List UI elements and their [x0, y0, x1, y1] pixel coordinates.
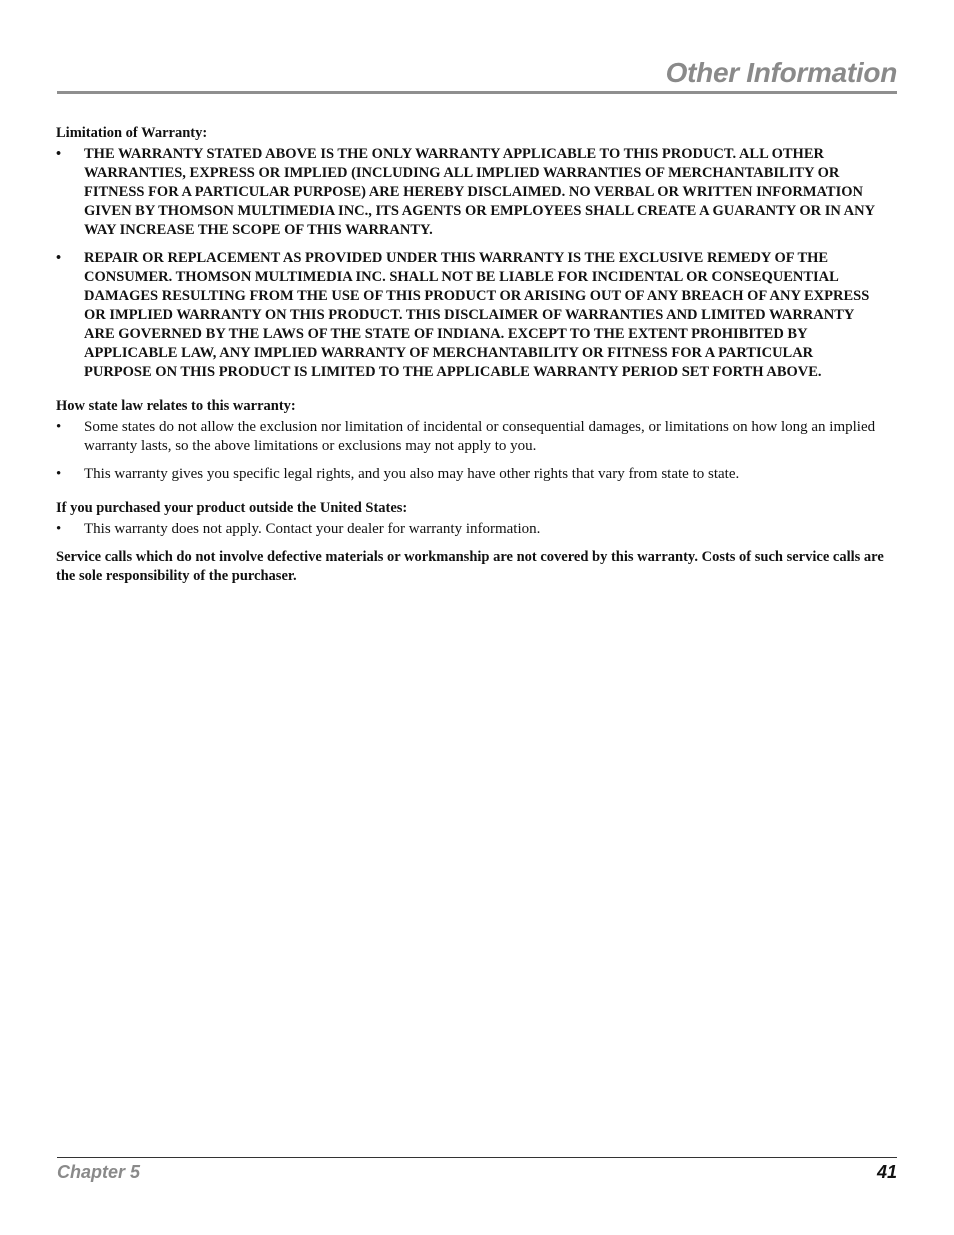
footer-chapter-label: Chapter 5 — [57, 1162, 141, 1182]
service-calls-note: Service calls which do not involve defective materials or workmanship are not covered by this warranty. Costs of such service calls are the sole responsibility of the purchaser. — [56, 549, 884, 584]
bullet-icon: • — [56, 419, 62, 435]
list-item — [56, 520, 884, 539]
footer-page-number: 41 — [876, 1162, 897, 1182]
list-item-text: Some states do not allow the exclusion nor limitation of incidental or consequential damages, or limitations on how long an implied warranty lasts, so the above limitations or exclusions may not apply to you. — [84, 419, 876, 454]
state-law-list — [56, 418, 884, 484]
header-divider — [57, 91, 897, 94]
list-item — [56, 145, 884, 240]
outside-us-list — [56, 520, 884, 539]
page-header-title: Other Information — [665, 57, 897, 88]
list-item-text: THE WARRANTY STATED ABOVE IS THE ONLY WARRANTY APPLICABLE TO THIS PRODUCT. ALL OTHER WARRANTIES, EXPRESS OR IMPLIED (INCLUDING ALL IMPLIED WARRANTIES OF MERCHANTABILITY OR FITNESS FOR A PARTICULAR PURPOSE) ARE HEREBY DISCLAIMED. NO VERBAL OR WRITTEN INFORMATION GIVEN BY THOMSON MULTIMEDIA INC., ITS AGENTS OR EMPLOYEES SHALL CREATE A GUARANTY OR IN ANY WAY INCREASE THE SCOPE OF THIS WARRANTY. — [84, 146, 875, 238]
list-item — [56, 249, 884, 382]
list-item-text: This warranty does not apply. Contact your dealer for warranty information. — [84, 521, 541, 537]
list-item — [56, 418, 884, 456]
list-item-text: This warranty gives you specific legal rights, and you also may have other rights that vary from state to state. — [84, 466, 740, 482]
limitation-heading: Limitation of Warranty: — [56, 125, 208, 141]
state-law-heading: How state law relates to this warranty: — [56, 398, 296, 414]
bullet-icon: • — [56, 521, 62, 537]
list-item — [56, 465, 884, 484]
bullet-icon: • — [56, 466, 62, 482]
bullet-icon: • — [56, 146, 62, 162]
warranty-content — [56, 124, 884, 586]
list-item-text: REPAIR OR REPLACEMENT AS PROVIDED UNDER THIS WARRANTY IS THE EXCLUSIVE REMEDY OF THE CONSUMER. THOMSON MULTIMEDIA INC. SHALL NOT BE LIABLE FOR INCIDENTAL OR CONSEQUENTIAL DAMAGES RESULTING FROM THE USE OF THIS PRODUCT OR ARISING OUT OF ANY BREACH OF ANY EXPRESS OR IMPLIED WARRANTY ON THIS PRODUCT. THIS DISCLAIMER OF WARRANTIES AND LIMITED WARRANTY ARE GOVERNED BY THE LAWS OF THE STATE OF INDIANA. EXCEPT TO THE EXTENT PROHIBITED BY APPLICABLE LAW, ANY IMPLIED WARRANTY OF MERCHANTABILITY OR FITNESS FOR A PARTICULAR PURPOSE ON THIS PRODUCT IS LIMITED TO THE APPLICABLE WARRANTY PERIOD SET FORTH ABOVE. — [84, 250, 870, 380]
footer-divider — [57, 1157, 897, 1158]
limitation-list — [56, 145, 884, 382]
outside-us-heading: If you purchased your product outside the United States: — [56, 500, 408, 516]
bullet-icon: • — [56, 250, 62, 266]
